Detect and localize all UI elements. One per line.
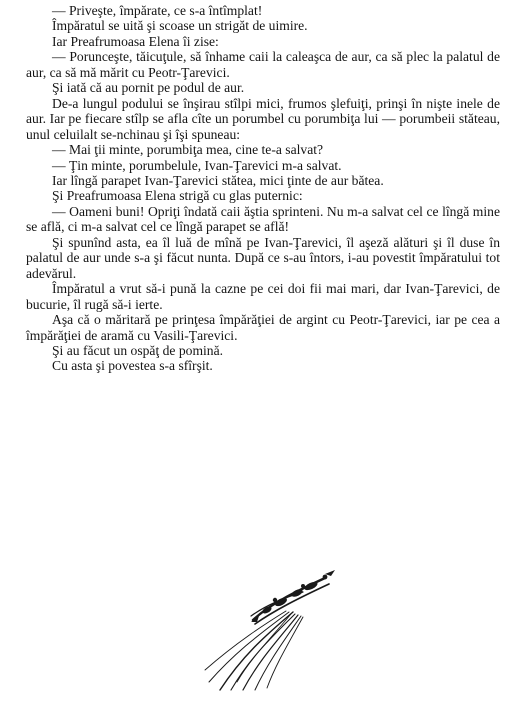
paragraph-11: — Oameni buni! Opriţi îndată caii ăştia sprinteni. Nu m-a salvat cel ce lîngă mine se află, ci m-a salvat cel ce lîngă parapet se află!	[26, 203, 500, 235]
paragraph-10: Şi Preafrumoasa Elena strigă cu glas puternic:	[52, 188, 303, 204]
paragraph-8: — Ţin minte, porumbelule, Ivan-Ţarevici m-a salvat.	[52, 157, 342, 173]
paragraph-12: Şi spunînd asta, ea îl luă de mînă pe Ivan-Ţarevici, îl aşeză alături şi îl duse în palatul de aur unde s-a şi făcut nunta. După ce s-au întors, i-au povestit împăratului tot adevărul.	[26, 234, 500, 281]
paragraph-16: Cu asta şi povestea s-a sfîrşit.	[52, 358, 213, 374]
story-text	[26, 3, 500, 374]
paragraph-9: Iar lîngă parapet Ivan-Ţarevici stătea, mici ţinte de aur bătea.	[52, 172, 384, 188]
sledge-ride-ink-drawing-icon	[175, 552, 355, 692]
paragraph-6: De-a lungul podului se înşirau stîlpi mici, frumos şlefuiţi, prinşi în nişte inele de aur. Iar pe fiecare stîlp se afla cîte un porumbel cu porumbiţa lui — porumbeii stăteau, unul celuilalt se-nchinau şi îşi spuneau:	[26, 95, 500, 142]
paragraph-1: — Priveşte, împărate, ce s-a întîmplat!	[52, 3, 263, 18]
paragraph-3: Iar Preafrumoasa Elena îi zise:	[52, 33, 219, 49]
paragraph-15: Şi au făcut un ospăţ de pomină.	[52, 342, 224, 358]
paragraph-7: — Mai ţii minte, porumbiţa mea, cine te-a salvat?	[52, 142, 324, 158]
paragraph-13: Împăratul a vrut să-i pună la cazne pe cei doi fii mai mari, dar Ivan-Ţarevici, de bucurie, îl rugă să-i ierte.	[26, 281, 500, 312]
paragraph-2: Împăratul se uită şi scoase un strigăt de uimire.	[52, 18, 308, 34]
paragraph-14: Aşa că o măritară pe prinţesa împărăţiei de argint cu Peotr-Ţarevici, iar pe cea a împărăţiei de aramă cu Vasili-Ţarevici.	[26, 312, 500, 343]
paragraph-4: — Porunceşte, tăicuţule, să înhame caii la caleaşca de aur, ca să plec la palatul de aur, ca să mă mărit cu Peotr-Ţarevici.	[26, 49, 500, 80]
paragraph-5: Şi iată că au pornit pe podul de aur.	[52, 80, 245, 96]
